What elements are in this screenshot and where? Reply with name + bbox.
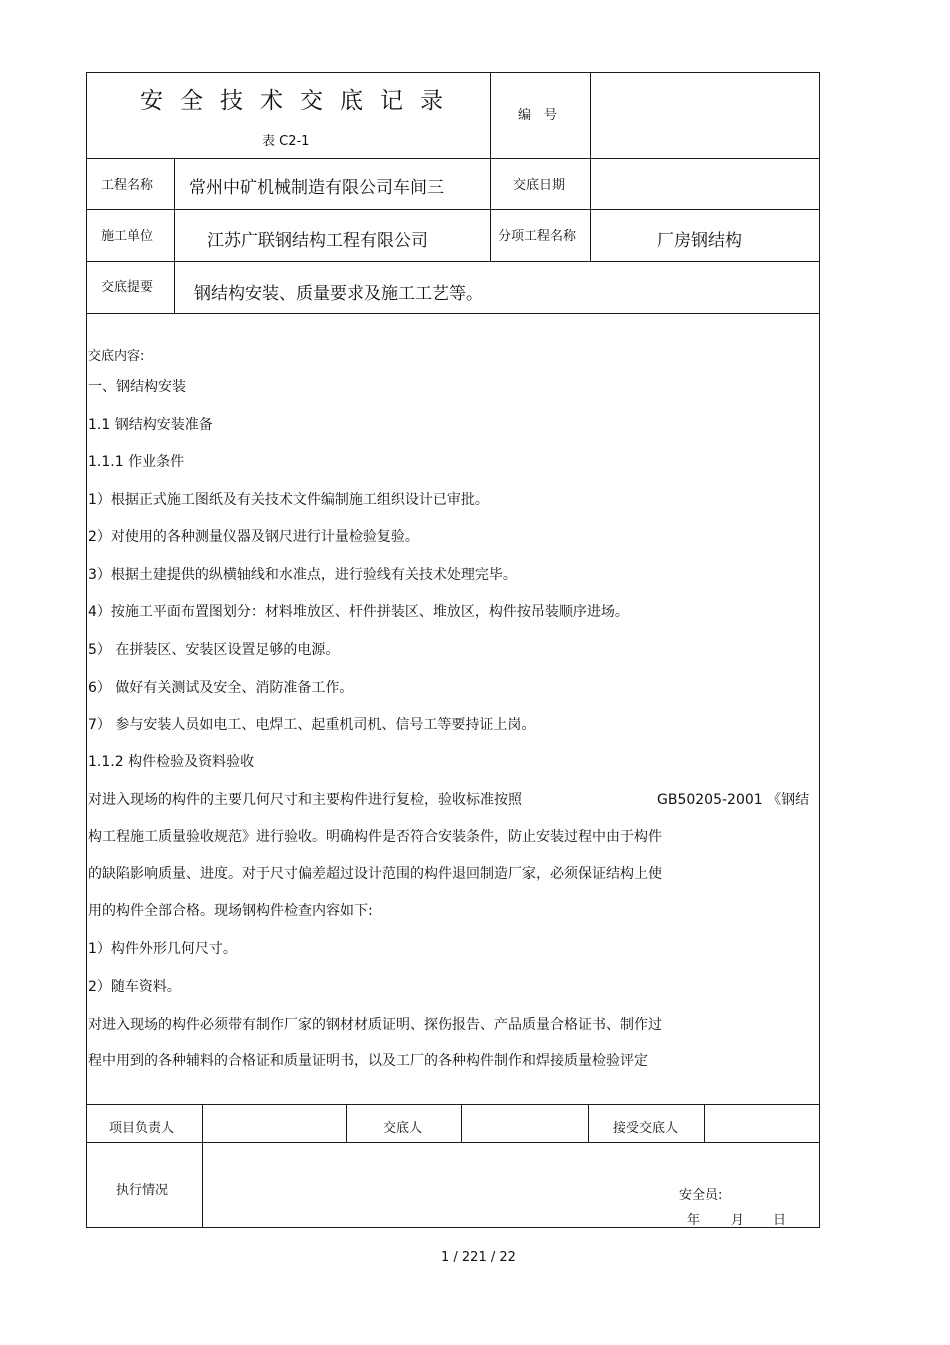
content-line: 用的构件全部合格。现场钢构件检查内容如下: [88,903,373,919]
content-label: 交底内容: [88,349,145,364]
discloser-label: 交底人 [383,1121,423,1136]
content-line: 的缺陷影响质量、进度。对于尺寸偏差超过设计范围的构件退回制造厂家，必须保证结构上使 [88,866,662,882]
unit-label: 施工单位 [101,229,154,244]
number-label: 编 号 [518,108,558,123]
content-line: 1）根据正式施工图纸及有关技术文件编制施工组织设计已审批。 [88,492,489,508]
content-line: 对进入现场的构件必须带有制作厂家的钢材材质证明、探伤报告、产品质量合格证书、制作过 [88,1017,662,1033]
execution-label: 执行情况 [116,1183,169,1198]
content-line: 7） 参与安装人员如电工、电焊工、起重机司机、信号工等要持证上岗。 [88,717,536,733]
date-label: 交底日期 [513,178,566,193]
content-line: 1.1.1 作业条件 [88,454,185,470]
safety-officer-label: 安全员: [679,1188,723,1203]
month-label: 月 [731,1213,745,1228]
content-line: 4）按施工平面布置图划分：材料堆放区、杆件拼装区、堆放区，构件按吊装顺序进场。 [88,604,629,620]
project-name-value: 常州中矿机械制造有限公司车间三 [189,178,444,198]
sub-project-value: 厂房钢结构 [657,231,742,251]
content-line: 3）根据土建提供的纵横轴线和水准点，进行验线有关技术处理完毕。 [88,567,517,583]
content-line: 2）对使用的各种测量仪器及钢尺进行计量检验复验。 [88,529,419,545]
day-label: 日 [773,1213,787,1228]
content-line: 程中用到的各种辅料的合格证和质量证明书，以及工厂的各种构件制作和焊接质量检验评定 [88,1053,648,1069]
sub-project-label: 分项工程名称 [498,229,577,244]
content-line: 1.1 钢结构安装准备 [88,417,213,433]
document-title: 安全技术交底记录 [140,88,460,114]
content-line: 1）构件外形几何尺寸。 [88,941,237,957]
summary-label: 交底提要 [101,280,154,295]
content-line: 5） 在拼装区、安装区设置足够的电源。 [88,642,340,658]
project-name-label: 工程名称 [101,178,154,193]
summary-value: 钢结构安装、质量要求及施工工艺等。 [194,284,483,304]
content-line: 1.1.2 构件检验及资料验收 [88,754,255,770]
unit-value: 江苏广联钢结构工程有限公司 [207,231,428,251]
receiver-label: 接受交底人 [613,1121,679,1136]
content-line: 2）随车资料。 [88,979,181,995]
content-line: 一、钢结构安装 [88,379,186,395]
content-line: 构工程施工质量验收规范》进行验收。明确构件是否符合安装条件，防止安装过程中由于构件 [88,829,662,845]
content-line: 6） 做好有关测试及安全、消防准备工作。 [88,680,354,696]
form-number: 表 C2-1 [262,134,310,149]
year-label: 年 [687,1213,701,1228]
project-leader-label: 项目负责人 [109,1121,175,1136]
content-line: 对进入现场的构件的主要几何尺寸和主要构件进行复检，验收标准按照 [88,792,522,808]
page-number: 1 / 221 / 22 [441,1250,516,1265]
standard-reference: GB50205-2001 《钢结 [657,792,810,808]
